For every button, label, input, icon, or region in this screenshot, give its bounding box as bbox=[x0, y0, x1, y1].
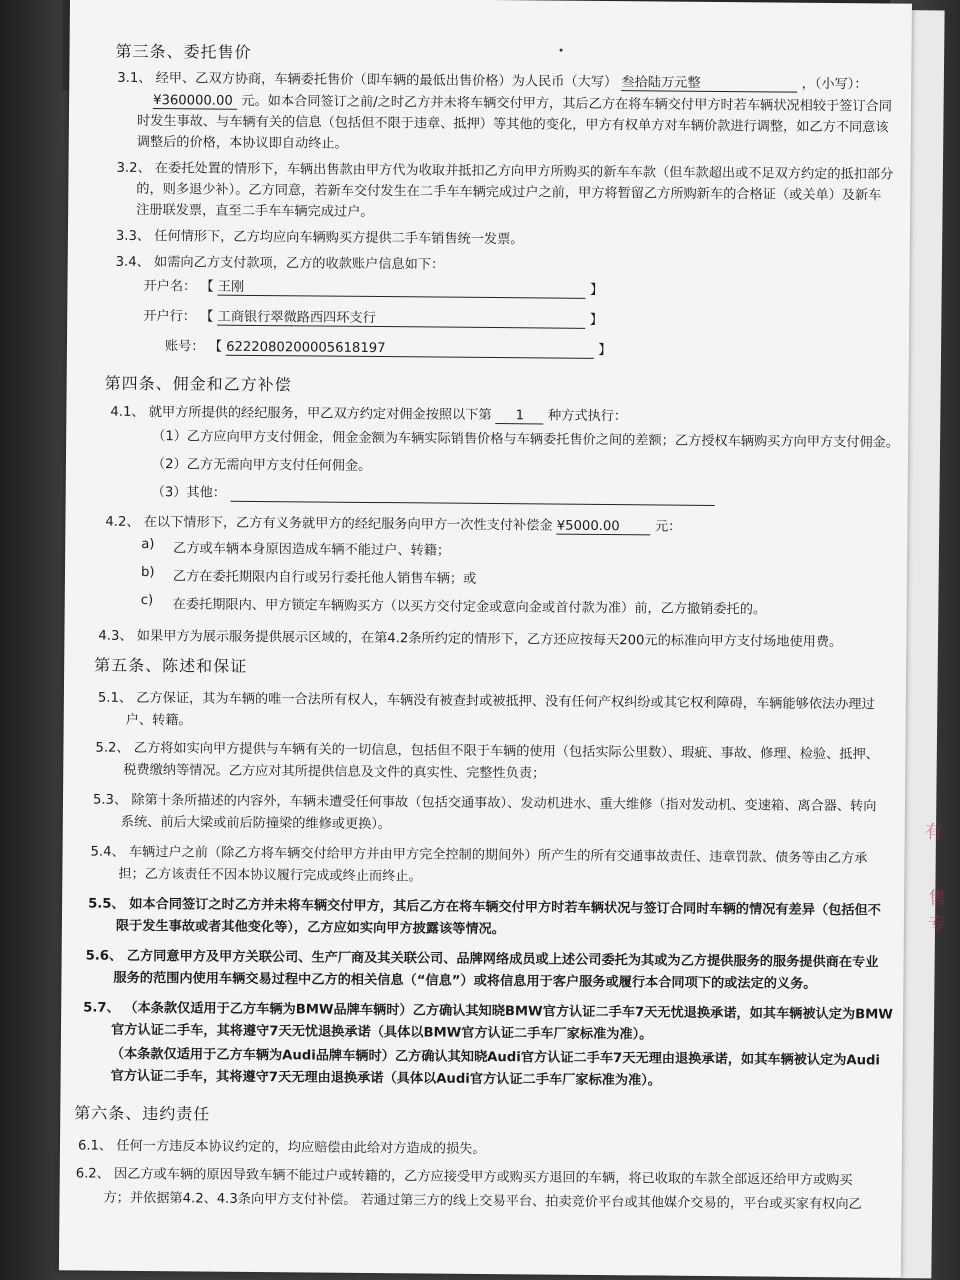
bank-row: 开户行： 【 工商银行翠微路西四环支行 】 bbox=[143, 305, 603, 329]
option-1: （1）乙方应向甲方支付佣金，佣金金额为车辆实际销售价格与车辆委托售价之间的差额；乙方授权车辆购买方向甲方支付佣金。 bbox=[152, 429, 900, 451]
clause-5-3-line-2: 系统、前后大梁或前后防撞梁的维修或更换）。 bbox=[120, 814, 392, 833]
other-field bbox=[230, 486, 714, 506]
option-3: （3）其他： bbox=[152, 481, 715, 506]
account-name-label: 开户名： bbox=[143, 278, 197, 295]
stamp-text-2: 售专 bbox=[927, 887, 947, 936]
red-seal-stamp bbox=[910, 774, 960, 965]
clause-5-1-line-2: 户、转籍。 bbox=[125, 712, 192, 729]
clause-5-5-line-2: 限于发生事故或者其他变化等），乙方应如实向甲方披露该等情况。 bbox=[115, 918, 505, 938]
clause-4-3: 4.3、 如果甲方为展示服务提供展示区域的，在第4.2条所约定的情形下，乙方还应按每天200元的标准向甲方支付场地使用费。 bbox=[98, 628, 843, 651]
account-name-field: 王刚 bbox=[218, 276, 586, 299]
compensation-amount-field: ¥5000.00 bbox=[557, 519, 651, 536]
item-a: 乙方或车辆本身原因造成车辆不能过户、转籍； bbox=[173, 541, 451, 559]
clause-3-3: 3.3、 任何情形下，乙方均应向车辆购买方提供二手车销售统一发票。 bbox=[115, 228, 524, 248]
clause-3-1-line-4: 调整后的价格，本协议即自动终止。 bbox=[136, 134, 348, 152]
clause-3-1-line-3: 时发生事故、与车辆有关的信息（包括但不限于违章、抵押）等其他的变化，甲方有权单方对车辆价款进行调整，如乙方不同意该 bbox=[136, 113, 889, 136]
account-number-field: 6222080200005618197 bbox=[226, 340, 594, 359]
item-b-label: b) bbox=[140, 564, 155, 581]
contract-page bbox=[59, 0, 947, 1278]
commission-method-field: 1 bbox=[496, 408, 544, 424]
clause-5-5-line-1: 5.5、 如本合同签订之时乙方并未将车辆交付甲方，其后乙方在将车辆交付甲方时若车辆状况与签订合同时车辆的情况有差异（包括但不 bbox=[88, 896, 881, 919]
option-2: （2）乙方无需向甲方支付任何佣金。 bbox=[151, 457, 372, 474]
clause-4-2: 4.2、 在以下情形下，乙方有义务就甲方的经纪服务向甲方一次性支付补偿金 ¥5000.00 元： bbox=[105, 514, 682, 535]
bank-field: 工商银行翠微路西四环支行 bbox=[217, 306, 585, 329]
clause-5-6-line-2: 服务的范围内使用车辆交易过程中乙方的相关信息（“信息”）或将信息用于客户服务或履行本合同项下的或法定的义务。 bbox=[113, 970, 817, 992]
bank-label: 开户行： bbox=[143, 308, 197, 325]
item-a-label: a) bbox=[141, 536, 155, 553]
clause-3-2-line-2: 的，则多退少补）。乙方同意，若新车交付发生在二手车车辆完成过户之前，甲方将暂留乙方所购新车的合格证（或关单）及新车 bbox=[136, 181, 882, 204]
price-lowercase-field: ¥360000.00 bbox=[153, 93, 237, 110]
clause-5-4-line-1: 5.4、 车辆过户之前（除乙方将车辆交付给甲方并由甲方完全控制的期间外）所产生的所有交通事故责任、违章罚款、债务等由乙方承 bbox=[90, 844, 868, 867]
clause-4-1: 4.1、 就甲方所提供的经纪服务，甲乙双方约定对佣金按照以下第 1 种方式执行： bbox=[110, 404, 628, 425]
clause-5-7-line-4: 官方认证二手车，其将遵守7天无理由退换承诺（具体以Audi官方认证二手车厂家标准为准）。 bbox=[110, 1068, 662, 1089]
item-c-label: c) bbox=[140, 592, 154, 609]
clause-5-6-line-1: 5.6、 乙方同意甲方及甲方关联公司、生产厂商及其关联公司、品牌网络成员或上述公司委托为其或为乙方提供服务的服务提供商在专业 bbox=[85, 948, 879, 971]
clause-3-1-text-a: 3.1、 经甲、乙双方协商，车辆委托售价（即车辆的最低出售价格）为人民币（大写） bbox=[117, 70, 618, 91]
clause-5-7-line-2: 官方认证二手车，其将遵守7天无忧退换承诺（具体以BMW官方认证二手车厂家标准为准）。 bbox=[110, 1022, 653, 1043]
article-3-title: 第三条、委托售价 bbox=[115, 41, 252, 62]
account-number-label: 账号： bbox=[164, 339, 205, 355]
price-uppercase-field: 叁拾陆万元整 bbox=[621, 71, 797, 93]
clause-5-1-line-1: 5.1、 乙方保证，其为车辆的唯一合法所有权人，车辆没有被查封或被抵押、没有任何产权纠纷或其它权利障碍，车辆能够依法办理过 bbox=[97, 690, 875, 713]
clause-3-1-line-2: ¥360000.00 元。如本合同签订之前/之时乙方并未将车辆交付甲方，其后乙方在将车辆交付甲方时若车辆状况相较于签订合同 bbox=[153, 93, 892, 115]
clause-3-4: 3.4、 如需向乙方支付款项，乙方的收款账户信息如下： bbox=[115, 254, 445, 273]
article-4-title: 第四条、佣金和乙方补偿 bbox=[104, 373, 292, 395]
clause-6-1: 6.1、 任何一方违反本协议约定的，均应赔偿由此给对方造成的损失。 bbox=[77, 1138, 486, 1157]
clause-6-2-line-1: 6.2、 因乙方或车辆的原因导致车辆不能过户或转籍的，乙方应接受甲方或购买方退回的车辆，将已收取的车款全部返还给甲方或购买 bbox=[75, 1166, 853, 1189]
account-name-row: 开户名： 【 王刚 】 bbox=[143, 275, 603, 299]
desk-left-edge bbox=[0, 0, 62, 1280]
stamp-text-1: 有 bbox=[924, 821, 943, 843]
clause-3-1-text-b: ，（小写）： bbox=[801, 76, 868, 93]
clause-6-2-line-2: 方；并依据第4.2、4.3条向甲方支付补偿。 若通过第三方的线上交易平台、拍卖竞价平台或其他媒介交易的，平台或买家有权向乙 bbox=[103, 1190, 862, 1213]
article-6-title: 第六条、违约责任 bbox=[74, 1103, 211, 1124]
ink-dot bbox=[560, 49, 563, 52]
clause-5-7-line-3: （本条款仅适用于乙方车辆为Audi品牌车辆时）乙方确认其知晓Audi官方认证二手车7天无理由退换承诺，如其车辆被认定为Audi bbox=[110, 1046, 881, 1069]
clause-5-2-line-1: 5.2、 乙方将如实向甲方提供与车辆有关的一切信息，包括但不限于车辆的使用（包括实际公里数）、瑕疵、事故、修理、检验、抵押、 bbox=[95, 740, 879, 763]
item-c: 在委托期限内、甲方锁定车辆购买方（以买方交付定金或意向金或首付款为准）前，乙方撤销委托的。 bbox=[172, 597, 767, 618]
article-5-title: 第五条、陈述和保证 bbox=[94, 655, 248, 676]
item-b: 乙方在委托期限内自行或另行委托他人销售车辆；或 bbox=[172, 569, 477, 587]
clause-5-4-line-2: 担；乙方该责任不因本协议履行完成或终止而终止。 bbox=[118, 866, 422, 885]
clause-3-2-line-1: 3.2、 在委托处置的情形下，车辆出售款由甲方代为收取并抵扣乙方向甲方所购买的新车车款（但车款超出或不足双方约定的抵扣部分 bbox=[116, 160, 894, 183]
clause-3-2-line-3: 注册联发票，直至二手车车辆完成过户。 bbox=[136, 202, 374, 220]
clause-5-7-line-1: 5.7、 （本条款仅适用于乙方车辆为BMW品牌车辆时）乙方确认其知晓BMW官方认证二手车7天无忧退换承诺，如其车辆被认定为BMW bbox=[83, 1000, 893, 1023]
clause-5-3-line-1: 5.3、 除第十条所描述的内容外，车辆未遭受任何事故（包括交通事故）、发动机进水、重大维修（指对发动机、变速箱、离合器、转向 bbox=[92, 792, 877, 815]
account-number-row: 账号： 【 6222080200005618197 】 bbox=[164, 339, 612, 359]
clause-5-2-line-2: 税费缴纳等情况。乙方应对其所提供信息及文件的真实性、完整性负责； bbox=[123, 762, 546, 782]
